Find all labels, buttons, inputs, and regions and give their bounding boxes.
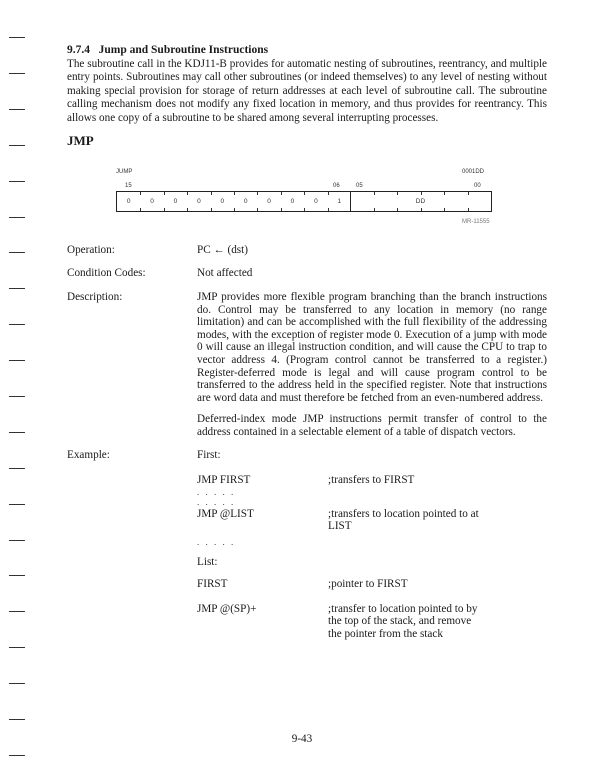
bit-divider-tick	[234, 192, 235, 195]
binder-margin-mark	[9, 288, 25, 289]
bit-divider-tick	[421, 192, 422, 195]
diagram-name: JUMP	[116, 169, 133, 175]
binder-margin-mark	[9, 252, 25, 253]
bit-divider-tick	[234, 208, 235, 211]
opcode-field	[116, 191, 351, 212]
destination-field	[350, 191, 492, 212]
bit-divider-tick	[281, 192, 282, 195]
bit-divider-tick	[164, 192, 165, 195]
example-ellipsis-1: . . . . .	[197, 487, 236, 497]
bit-divider-tick	[397, 192, 398, 195]
opcode-bit: 0	[220, 198, 225, 205]
bit-divider-tick	[211, 208, 212, 211]
opcode-bit: 0	[150, 198, 154, 205]
bit-label-05: 05	[356, 183, 363, 189]
bit-divider-tick	[304, 192, 305, 195]
example-first-label: First:	[197, 449, 221, 461]
bit-label-15: 15	[125, 183, 132, 189]
binder-margin-mark	[9, 324, 25, 325]
intro-paragraph: The subroutine call in the KDJ11-B provides for automatic nesting of subroutines, reentrancy, and multiple entry points. Subroutines may call other subroutines (or indeed themselves) to any level of nesting without making special provision for storage of return addresses at each level of subroutine call. The subroutine calling mechanism does not modify any fixed location in memory, and thus provides for reentrancy. This allows one copy of a subroutine to be shared among several interrupting processes.	[67, 58, 547, 124]
bit-divider-tick	[281, 208, 282, 211]
binder-margin-mark	[9, 396, 25, 397]
binder-margin-mark	[9, 37, 25, 38]
bit-divider-tick	[444, 208, 445, 211]
description-paragraph-2: Deferred-index mode JMP instructions permit transfer of control to the address contained in a selectable element of a table of dispatch vectors.	[197, 413, 547, 438]
binder-margin-mark	[9, 575, 25, 576]
description-paragraph-1: JMP provides more flexible program branching than the branch instructions do. Control may be transferred to any location in memory (no range limitation) and can be accomplished with the full flexibility of the addressing modes, with the exception of register mode 0. Execution of a jump with mode 0 will cause an illegal instruction condition, and will cause the CPU to trap to vector address 4. (Program control cannot be transferred to a register.) Register-deferred mode is legal and will cause program control to be transferred to the address held in the specified register. Note that instructions are word data and must therefore be fetched from an even-numbered address.	[197, 291, 547, 404]
bit-label-00: 00	[474, 183, 481, 189]
bit-divider-tick	[328, 192, 329, 195]
bit-divider-tick	[468, 208, 469, 211]
bit-divider-tick	[187, 192, 188, 195]
example-label: Example:	[67, 449, 110, 461]
bit-divider-tick	[257, 192, 258, 195]
bit-divider-tick	[374, 192, 375, 195]
binder-margin-mark	[9, 432, 25, 433]
bit-divider-tick	[140, 208, 141, 211]
example-list-label: List:	[197, 556, 218, 568]
example-code-3: FIRST	[197, 578, 228, 590]
condition-codes-value: Not affected	[197, 267, 253, 279]
binder-margin-mark	[9, 540, 25, 541]
bit-divider-tick	[397, 208, 398, 211]
example-code-2: JMP @LIST	[197, 508, 254, 520]
bit-divider-tick	[140, 192, 141, 195]
example-comment-2: ;transfers to location pointed to at LIST	[328, 508, 479, 533]
description-text	[197, 291, 547, 439]
bit-label-06: 06	[333, 183, 340, 189]
diagram-opcode: 0001DD	[462, 169, 485, 175]
instruction-title: JMP	[67, 133, 94, 148]
binder-margin-mark	[9, 360, 25, 361]
section-number: 9.7.4	[67, 44, 90, 56]
bit-divider-tick	[328, 208, 329, 211]
figure-id: MR-11555	[462, 219, 490, 225]
bit-divider-tick	[374, 208, 375, 211]
opcode-bit: 0	[290, 198, 295, 205]
opcode-bit: 1	[337, 198, 342, 205]
example-comment-4: ;transfer to location pointed to by the top of the stack, and remove the pointer from the stack	[328, 603, 478, 640]
opcode-bit: 0	[314, 198, 318, 205]
binder-margin-mark	[9, 73, 25, 74]
binder-margin-mark	[9, 217, 25, 218]
condition-codes-label: Condition Codes:	[67, 267, 146, 279]
binder-margin-mark	[9, 109, 25, 110]
binder-margin-mark	[9, 181, 25, 182]
binder-margin-mark	[9, 683, 25, 684]
example-ellipsis-2: . . . . .	[197, 497, 236, 507]
example-ellipsis-3: . . . . .	[197, 537, 236, 547]
binder-margin-mark	[9, 611, 25, 612]
binder-margin-mark	[9, 719, 25, 720]
opcode-bit: 0	[267, 198, 271, 205]
operation-value: PC ← (dst)	[197, 244, 248, 256]
example-comment-1: ;transfers to FIRST	[328, 474, 415, 486]
example-comment-3: ;pointer to FIRST	[328, 578, 408, 590]
description-label: Description:	[67, 291, 123, 303]
bit-divider-tick	[468, 192, 469, 195]
opcode-bit: 0	[243, 198, 248, 205]
opcode-bit: 0	[173, 198, 178, 205]
opcode-bit: 0	[197, 198, 201, 205]
bit-divider-tick	[421, 208, 422, 211]
binder-margin-mark	[9, 468, 25, 469]
section-title: Jump and Subroutine Instructions	[98, 44, 269, 56]
opcode-bit: 0	[126, 198, 131, 205]
section-intro	[67, 58, 547, 125]
binder-margin-mark	[9, 504, 25, 505]
operation-label: Operation:	[67, 244, 115, 256]
binder-margin-mark	[9, 755, 25, 756]
destination-field-label: DD	[415, 198, 426, 205]
bit-divider-tick	[304, 208, 305, 211]
example-code-1: JMP FIRST	[197, 474, 251, 486]
bit-divider-tick	[164, 208, 165, 211]
bit-divider-tick	[444, 192, 445, 195]
bit-divider-tick	[211, 192, 212, 195]
example-code-4: JMP @(SP)+	[197, 603, 257, 615]
section-heading	[67, 44, 268, 57]
binder-margin-mark	[9, 145, 25, 146]
bit-divider-tick	[257, 208, 258, 211]
bit-divider-tick	[187, 208, 188, 211]
page-number: 9-43	[291, 733, 313, 745]
binder-margin-mark	[9, 647, 25, 648]
